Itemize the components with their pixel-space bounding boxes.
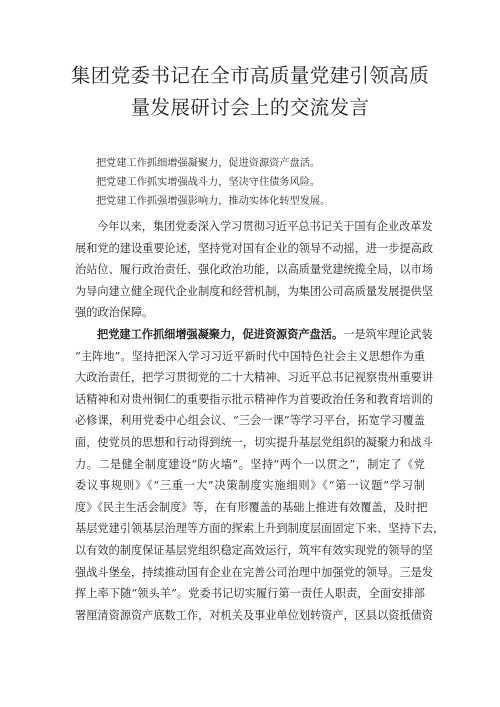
document-title bbox=[60, 60, 440, 124]
title-line: 集团党委书记在全市高质量党建引领高质 bbox=[70, 64, 430, 87]
paragraph2-line: 署厘清资源资产底数工作，对机关及事业单位划转资产，区县以资抵债资 bbox=[75, 608, 434, 622]
paragraph1-line: 治站位、履行政治责任、强化政治功能，以高质量党建统揽全局，以市场 bbox=[75, 263, 434, 277]
paragraph2-heading: 把党建工作抓细增强凝聚力，促进资源资产盘活。 bbox=[97, 326, 344, 341]
paragraph1-line: 展和党的建设重要论述，坚持党对国有企业的领导不动摇，进一步提高政 bbox=[75, 241, 434, 255]
paragraph2-first-line bbox=[75, 324, 433, 346]
paragraph2-line: 强战斗堡垒，持续推动国有企业在完善公司治理中加强党的领导。三是发 bbox=[75, 565, 434, 579]
paragraph2-line: 话精神和对贵州铜仁的重要指示批示精神作为首要政治任务和教育培训的 bbox=[75, 392, 434, 406]
paragraph2-line: 面，使党员的思想和行动得到统一，切实提升基层党组织的凝聚力和战斗 bbox=[75, 435, 434, 449]
summary-points bbox=[96, 154, 330, 211]
summary-point: 把党建工作抓强增强影响力，推动实体化转型发展。 bbox=[96, 196, 331, 207]
paragraph2-line: 必修课，利用党委中心组会议、“三会一课”等学习平台，拓宽学习覆盖 bbox=[75, 414, 425, 428]
paragraph2-line: 挥上率下随“领头羊”。党委书记切实履行第一责任人职责，全面安排部 bbox=[75, 587, 425, 601]
summary-point: 把党建工作抓实增强战斗力，坚决守住债务风险。 bbox=[96, 177, 321, 188]
paragraph2-line: 基层党建引领基层治理等方面的探索上升到制度层面固定下来、坚持下去， bbox=[75, 522, 445, 536]
paragraph2-line: 力。二是健全制度建设“防火墙”。坚持“两个一以贯之”，制定了《党 bbox=[75, 457, 425, 471]
paragraph1-line: 为导向建立健全现代企业制度和经营机制，为集团公司高质量发展提供坚 bbox=[75, 284, 434, 298]
paragraph2-first-tail: 一是筑牢理论武装 bbox=[343, 327, 433, 341]
paragraph2-line: “主阵地”。坚持把深入学习习近平新时代中国特色社会主义思想作为重 bbox=[75, 349, 425, 363]
body-text bbox=[75, 216, 445, 626]
paragraph2-line: 委议事规则》《“三重一大”决策制度实施细则》《“第一议题”学习制 bbox=[75, 479, 425, 493]
paragraph1-line: 今年以来，集团党委深入学习贯彻习近平总书记关于国有企业改革发 bbox=[97, 220, 433, 233]
summary-point: 把党建工作抓细增强凝聚力，促进资源资产盘活。 bbox=[96, 158, 321, 169]
paragraph2-line: 大政治责任，把学习贯彻党的二十大精神、习近平总书记视察贵州重要讲 bbox=[75, 371, 434, 385]
paragraph2-line: 度》《民主生活会制度》等，在有形覆盖的基础上推进有效覆盖，及时把 bbox=[75, 500, 428, 514]
paragraph2-line: 以有效的制度保证基层党组织稳定高效运行，筑牢有效实现党的领导的坚 bbox=[75, 543, 434, 557]
title-line: 量发展研讨会上的交流发言 bbox=[130, 96, 370, 119]
paragraph1-line: 强的政治保障。 bbox=[75, 306, 154, 320]
